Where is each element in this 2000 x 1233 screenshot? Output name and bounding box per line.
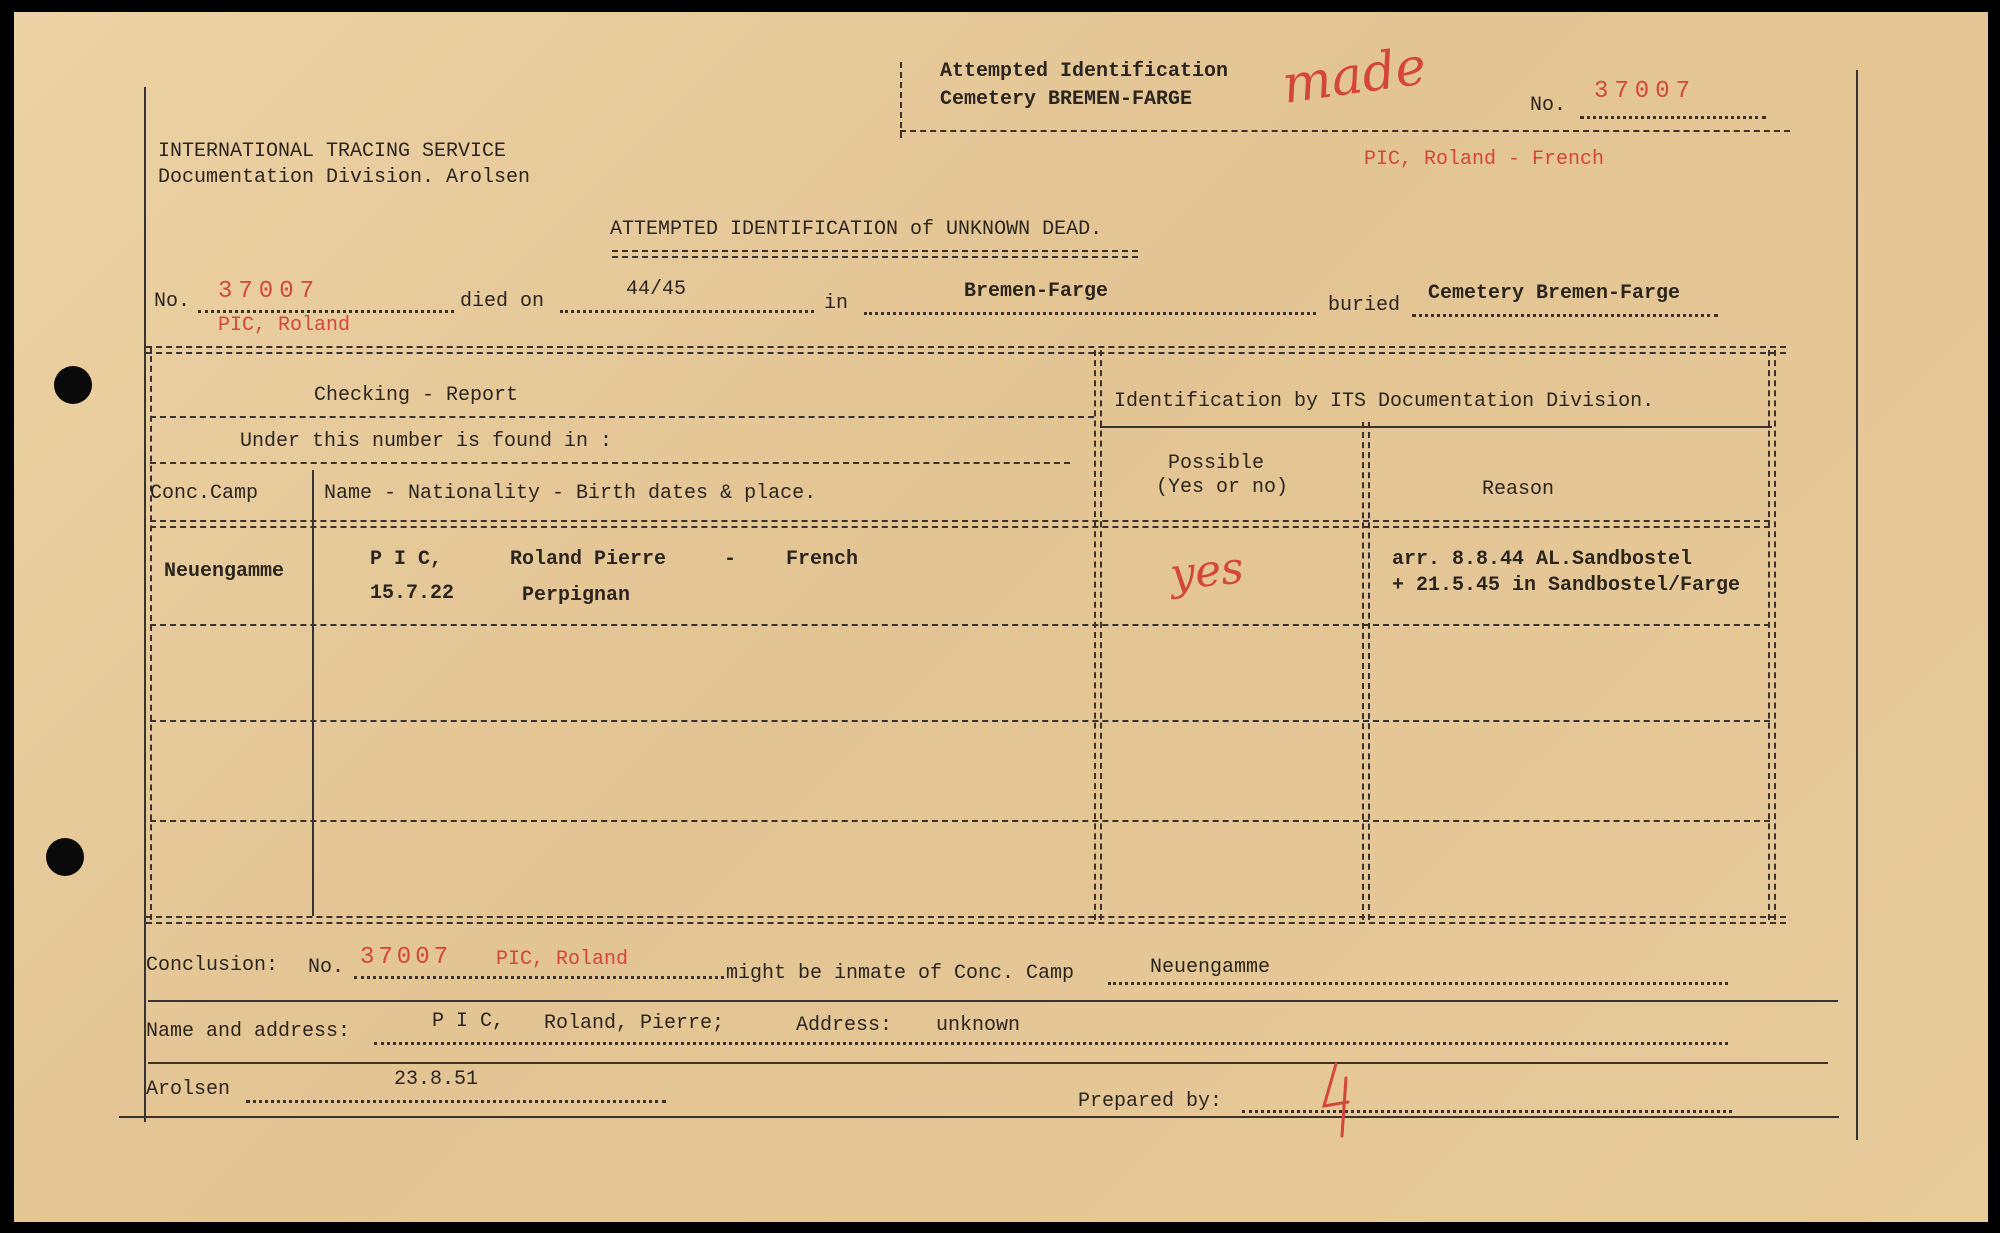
punch-hole-bottom bbox=[46, 838, 84, 876]
box-left-line bbox=[900, 62, 902, 138]
box-title-line1: Attempted Identification bbox=[940, 60, 1229, 83]
conclusion-camp-dots bbox=[1108, 982, 1728, 985]
in-label: in bbox=[824, 292, 849, 315]
record-card bbox=[14, 12, 1988, 1222]
checking-report-header: Checking - Report bbox=[314, 384, 519, 407]
title-underline bbox=[612, 250, 1138, 258]
row1-camp: Neuengamme bbox=[164, 560, 285, 583]
buried-label: buried bbox=[1328, 294, 1401, 317]
col-name-header: Name - Nationality - Birth dates & place. bbox=[324, 482, 817, 505]
footer-place: Arolsen bbox=[146, 1078, 231, 1101]
conclusion-camp: Neuengamme bbox=[1150, 956, 1271, 979]
box-title-line2: Cemetery BREMEN-FARGE bbox=[940, 88, 1193, 111]
row1-dash: - bbox=[724, 548, 737, 571]
row1-nationality: French bbox=[786, 548, 859, 571]
conclusion-no-value: 37007 bbox=[360, 944, 453, 971]
table-top-border bbox=[146, 346, 1786, 354]
col-reason-header: Reason bbox=[1482, 478, 1555, 501]
footer-date-dots bbox=[246, 1100, 666, 1103]
name-address-name: P I C, bbox=[432, 1010, 505, 1033]
table-divider-reason bbox=[1362, 422, 1370, 920]
died-label: died on bbox=[460, 290, 545, 313]
address-value: unknown bbox=[936, 1014, 1021, 1037]
record-no-value: 37007 bbox=[218, 278, 321, 305]
row1-possible: yes bbox=[1167, 542, 1246, 601]
org-line2: Documentation Division. Arolsen bbox=[158, 166, 531, 189]
row1-birthplace: Perpignan bbox=[522, 584, 631, 607]
prepared-by-label: Prepared by: bbox=[1078, 1090, 1223, 1113]
punch-hole-top bbox=[54, 366, 92, 404]
header-separator bbox=[150, 520, 1770, 528]
col-possible-header-1: Possible bbox=[1168, 452, 1265, 475]
conclusion-label: Conclusion: bbox=[146, 954, 279, 977]
in-value: Bremen-Farge bbox=[964, 280, 1109, 303]
address-label: Address: bbox=[796, 1014, 893, 1037]
record-no-dots bbox=[198, 310, 454, 313]
ident-header: Identification by ITS Documentation Division. bbox=[1114, 390, 1655, 413]
conclusion-underline bbox=[148, 1000, 1838, 1002]
col-camp-header: Conc.Camp bbox=[150, 482, 259, 505]
table-bottom-border bbox=[146, 916, 1786, 924]
row1-reason-2: + 21.5.45 in Sandbostel/Farge bbox=[1392, 574, 1741, 597]
died-value: 44/45 bbox=[626, 278, 687, 301]
under-number-label: Under this number is found in : bbox=[240, 430, 613, 453]
frame-right-line bbox=[1856, 70, 1858, 1140]
footer-date: 23.8.51 bbox=[394, 1068, 479, 1091]
table-divider-ident bbox=[1094, 350, 1102, 920]
conclusion-might-be: might be inmate of Conc. Camp bbox=[726, 962, 1075, 985]
name-address-given: Roland, Pierre; bbox=[544, 1012, 725, 1035]
frame-bottom-line bbox=[119, 1116, 1839, 1118]
buried-dots bbox=[1412, 314, 1718, 317]
org-line1: INTERNATIONAL TRACING SERVICE bbox=[158, 140, 507, 163]
under-number-line bbox=[150, 462, 1070, 464]
table-left-border bbox=[144, 346, 152, 920]
initials-signature bbox=[1316, 1058, 1362, 1138]
name-address-dots bbox=[374, 1042, 1728, 1045]
conclusion-no-dots bbox=[354, 976, 724, 979]
conclusion-no-label: No. bbox=[308, 956, 345, 979]
row1-reason-1: arr. 8.8.44 AL.Sandbostel bbox=[1392, 548, 1693, 571]
table-divider-camp bbox=[312, 470, 314, 916]
row1-bottom-line bbox=[150, 624, 1770, 626]
row2-bottom-line bbox=[150, 720, 1770, 722]
died-dots bbox=[560, 310, 814, 313]
ident-header-line bbox=[1100, 426, 1772, 428]
row1-given: Roland Pierre bbox=[510, 548, 667, 571]
name-address-label: Name and address: bbox=[146, 1020, 351, 1043]
record-name-red: PIC, Roland bbox=[218, 314, 351, 337]
name-address-underline bbox=[148, 1062, 1828, 1064]
row3-bottom-line bbox=[150, 820, 1770, 822]
checking-header-line bbox=[150, 416, 1094, 418]
form-title: ATTEMPTED IDENTIFICATION of UNKNOWN DEAD. bbox=[610, 218, 1103, 241]
conclusion-name-red: PIC, Roland bbox=[496, 948, 629, 971]
col-possible-header-2: (Yes or no) bbox=[1156, 476, 1289, 499]
row1-birthdate: 15.7.22 bbox=[370, 582, 455, 605]
in-dots bbox=[864, 312, 1316, 315]
box-bottom-line bbox=[900, 130, 1790, 132]
buried-value: Cemetery Bremen-Farge bbox=[1428, 282, 1681, 305]
header-no-dots bbox=[1580, 116, 1766, 119]
record-no-label: No. bbox=[154, 290, 191, 313]
header-no-label: No. bbox=[1530, 94, 1567, 117]
table-right-border bbox=[1768, 350, 1776, 920]
made-annotation: made bbox=[1278, 36, 1430, 116]
header-no-value: 37007 bbox=[1594, 78, 1697, 105]
row1-surname: P I C, bbox=[370, 548, 443, 571]
header-person-red: PIC, Roland - French bbox=[1364, 148, 1605, 171]
